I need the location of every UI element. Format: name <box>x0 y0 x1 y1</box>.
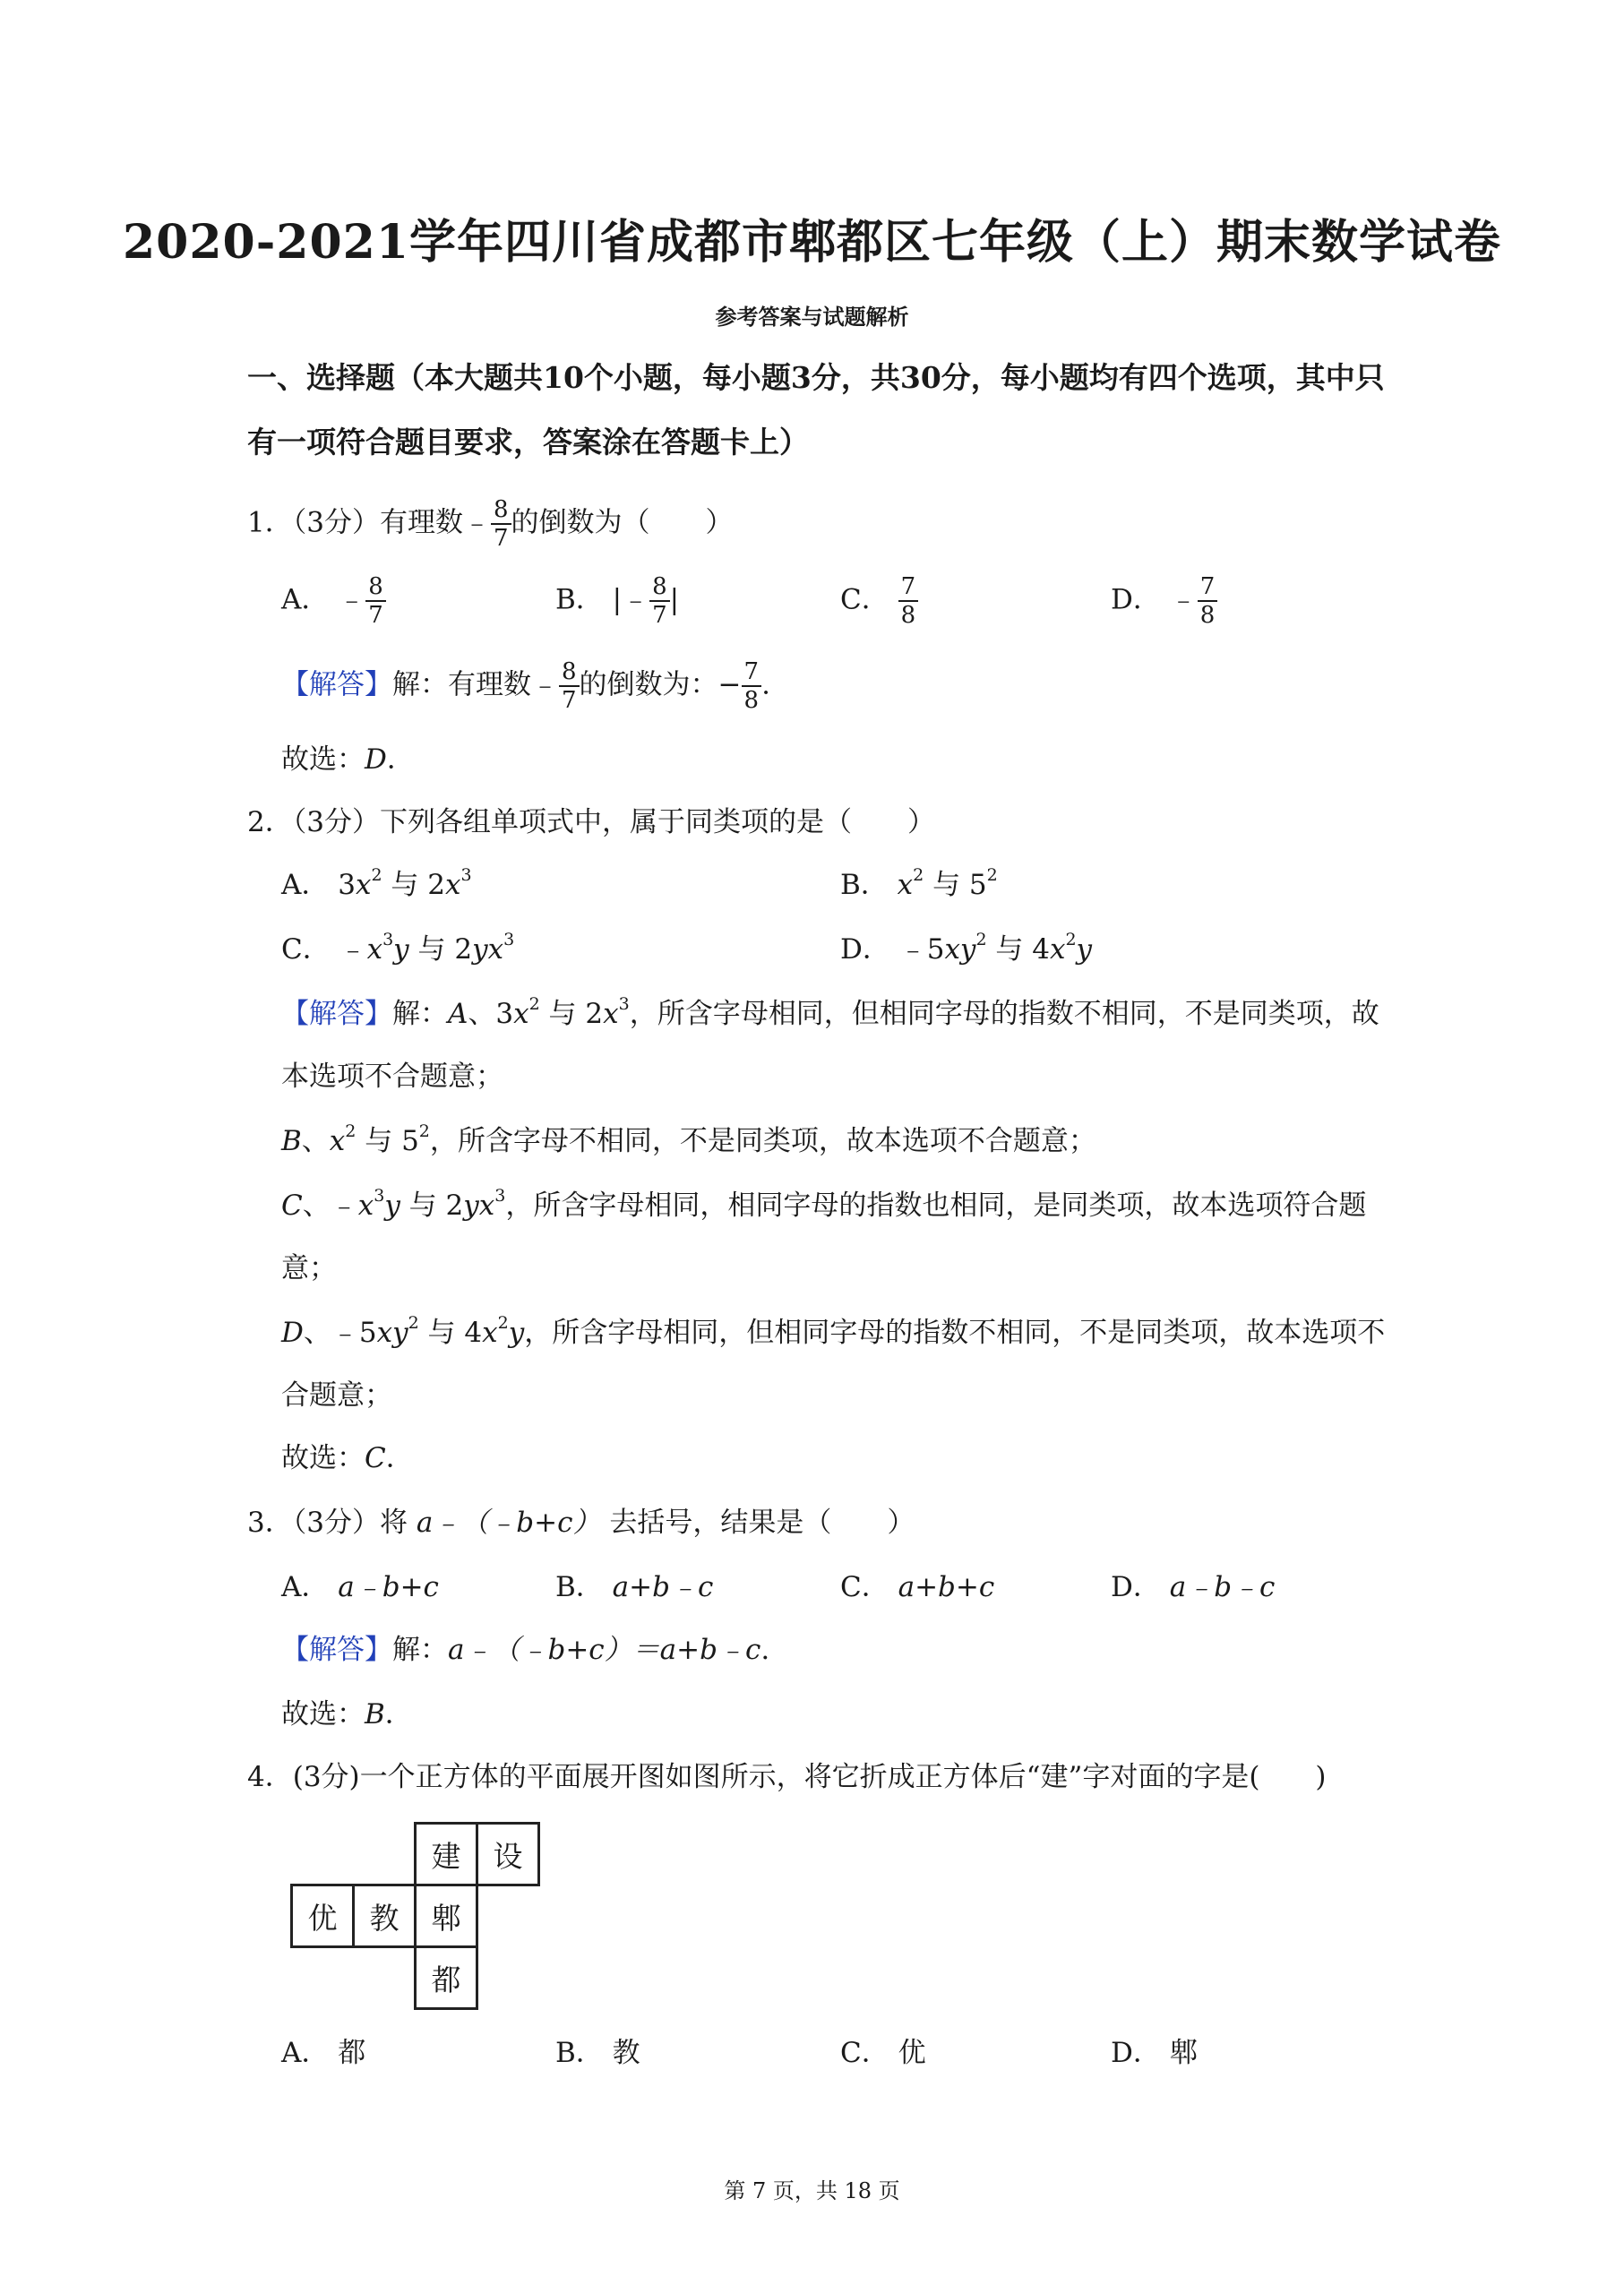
q2-option-d[interactable]: D． $﹣5xy^2$ 与 $4x^2y$ <box>840 930 1093 966</box>
q3-choice: 故选：B． <box>281 1698 413 1730</box>
q2-stem: 2．（3分）下列各组单项式中，属于同类项的是（ ） <box>247 806 935 838</box>
q1-choice: 故选：D． <box>281 743 415 776</box>
q4-option-a[interactable]: A． 都 <box>281 2037 366 2069</box>
q4-option-d[interactable]: D． 郫 <box>1111 2037 1198 2069</box>
q1-stem: 1．（3分）有理数﹣ $\frac{8}{7}$ 的倒数为（ ） <box>247 496 734 552</box>
q2-answer-line2: 本选项不合题意； <box>281 1061 503 1093</box>
q1-option-c[interactable]: C． $\frac{7}{8}$ <box>840 573 918 629</box>
net-cell-jiao: 教 <box>354 1885 416 1947</box>
net-cell-you: 优 <box>292 1885 354 1947</box>
page-footer: 第 7 页，共 18 页 <box>724 2178 900 2203</box>
q3-option-a[interactable]: A． a﹣b+c <box>281 1571 439 1603</box>
q2-answer-line4: C、$﹣x^3y$ 与 $2yx^3$，所含字母相同，相同字母的指数也相同，是同类项，故本选项符合题 <box>281 1186 1367 1222</box>
q4-option-b[interactable]: B． 教 <box>555 2037 640 2069</box>
q3-option-d[interactable]: D． a﹣b﹣c <box>1111 1571 1276 1603</box>
q1-option-d[interactable]: D． ﹣ $\frac{7}{8}$ <box>1111 573 1217 629</box>
q1-stem-fraction: $\frac{8}{7}$ <box>491 496 511 552</box>
q1-answer: 【解答】解：有理数﹣ $\frac{8}{7}$ 的倒数为：− $\frac{7}{8}$ . <box>281 658 770 714</box>
q2-option-a[interactable]: A． $3x^2$ 与 $2x^3$ <box>281 865 472 901</box>
q3-option-c[interactable]: C． a+b+c <box>840 1571 995 1603</box>
q1-option-b[interactable]: B． |﹣ $\frac{8}{7}$ | <box>555 573 680 629</box>
page-subtitle: 参考答案与试题解析 <box>715 304 909 330</box>
net-cell-jian: 建 <box>416 1824 477 1885</box>
q2-choice: 故选：C． <box>281 1442 414 1474</box>
net-cell-du: 都 <box>416 1947 477 2009</box>
q4-option-c[interactable]: C． 优 <box>840 2037 926 2069</box>
q3-answer: 【解答】解：a﹣（﹣b+c）＝a+b﹣c. <box>281 1634 770 1666</box>
q2-answer-line6: D、$﹣5xy^2$ 与 $4x^2y$，所含字母相同，但相同字母的指数不相同，不是同类项，故本选项不 <box>281 1313 1386 1349</box>
q4-stem: 4．(3分)一个正方体的平面展开图如图所示，将它折成正方体后“建”字对面的字是( ) <box>247 1761 1327 1793</box>
net-cell-she: 设 <box>477 1824 539 1885</box>
page-title: 2020-2021学年四川省成都市郫都区七年级（上）期末数学试卷 <box>122 215 1502 270</box>
section-heading-line2: 有一项符合题目要求，答案涂在答题卡上） <box>247 425 809 459</box>
section-heading-line1: 一、选择题（本大题共10个小题，每小题3分，共30分，每小题均有四个选项，其中只 <box>247 360 1385 395</box>
q3-option-b[interactable]: B． a+b﹣c <box>555 1571 714 1603</box>
q3-stem: 3．（3分）将 a﹣（﹣b+c） 去括号，结果是（ ） <box>247 1507 915 1539</box>
q2-answer-line3: B、$x^2$ 与 $5^2$，所含字母不相同，不是同类项，故本选项不合题意； <box>281 1121 1096 1157</box>
q2-answer-line1: 【解答】解：A、$3x^2$ 与 $2x^3$，所含字母相同，但相同字母的指数不相同，不是同类项，故 <box>281 994 1379 1030</box>
q2-option-b[interactable]: B． $x^2$ 与 $5^2$ <box>840 865 998 901</box>
q1-option-a[interactable]: A． ﹣ $\frac{8}{7}$ <box>281 573 386 629</box>
q2-option-c[interactable]: C． $﹣x^3y$ 与 $2yx^3$ <box>281 930 515 966</box>
cube-net-figure <box>290 1822 540 2010</box>
q2-answer-line7: 合题意； <box>281 1379 392 1412</box>
net-cell-pi: 郫 <box>416 1885 477 1947</box>
q2-answer-line5: 意； <box>281 1252 337 1284</box>
